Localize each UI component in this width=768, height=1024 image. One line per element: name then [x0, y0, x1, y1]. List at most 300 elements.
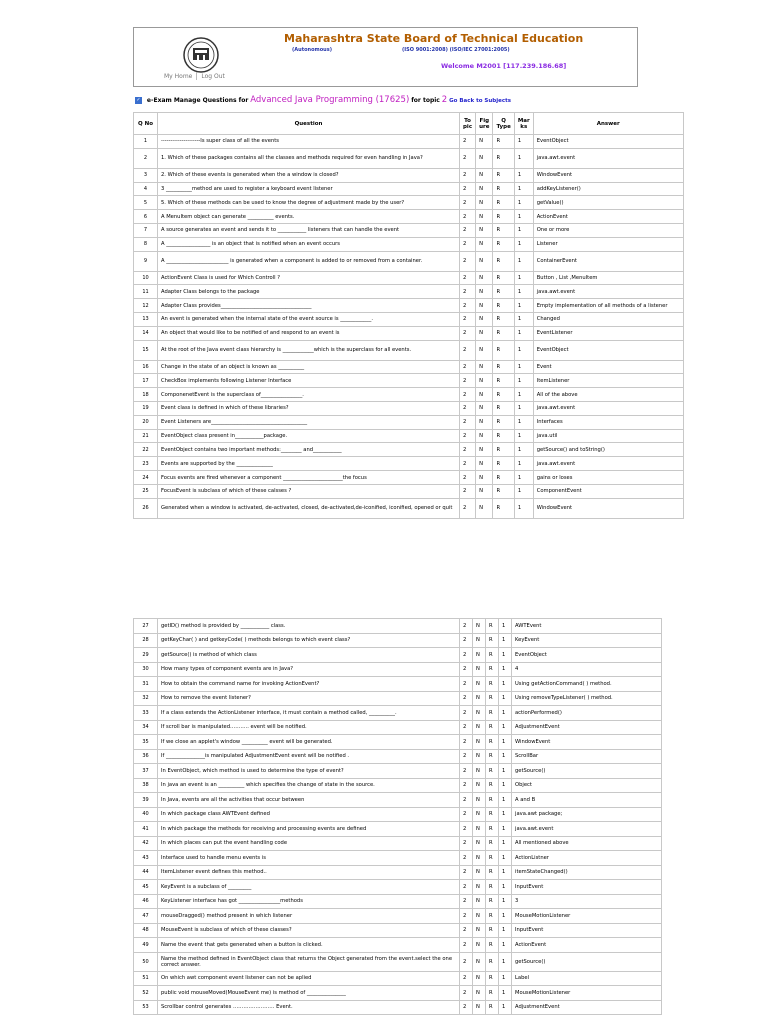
cell-answer: AdjustmentEvent	[512, 1000, 662, 1015]
cell-figure: N	[476, 388, 493, 402]
cell-marks: 1	[514, 182, 533, 196]
cell-answer: java.util	[533, 429, 683, 443]
cell-answer: InputEvent	[512, 880, 662, 895]
cell-answer: WindowEvent	[533, 498, 683, 518]
cell-qtype: R	[486, 986, 499, 1001]
cell-qtype: R	[493, 312, 514, 326]
cell-question: In EventObject, which method is used to determine the type of event?	[158, 764, 460, 779]
cell-question: In java an event is an __________ which specifies the change of state in the source.	[158, 778, 460, 793]
cell-qno: 23	[134, 457, 158, 471]
cell-answer: 4	[512, 662, 662, 677]
cell-answer: MouseMotionListener	[512, 986, 662, 1001]
cell-topic: 2	[460, 374, 476, 388]
cell-marks: 1	[499, 894, 512, 909]
cell-question: Adapter Class provides___________________________________	[158, 299, 460, 313]
cell-qtype: R	[486, 971, 499, 986]
cell-figure: N	[476, 360, 493, 374]
cell-answer: MouseMotionListener	[512, 909, 662, 924]
cell-topic: 2	[460, 285, 476, 299]
table-row	[134, 223, 684, 237]
cell-qno: 30	[134, 662, 158, 677]
cell-marks: 1	[499, 1000, 512, 1015]
cell-marks: 1	[514, 285, 533, 299]
cell-qtype: R	[493, 374, 514, 388]
cell-qtype: R	[493, 471, 514, 485]
cell-topic: 2	[460, 388, 476, 402]
cell-qno: 20	[134, 415, 158, 429]
cell-qno: 32	[134, 691, 158, 706]
topic-prefix: e-Exam Manage Questions for	[146, 97, 249, 104]
cell-topic: 2	[460, 778, 473, 793]
cell-question: FocusEvent is subclass of which of these calsses ?	[158, 484, 460, 498]
cell-marks: 1	[514, 168, 533, 182]
cell-topic: 2	[460, 251, 476, 271]
cell-qno: 3	[134, 168, 158, 182]
cell-qno: 24	[134, 471, 158, 485]
cell-question: In Java, events are all the activities that occur between	[158, 793, 460, 808]
cell-marks: 1	[514, 457, 533, 471]
cell-question: 5. Which of these methods can be used to know the degree of adjustment made by the user?	[158, 196, 460, 210]
cell-marks: 1	[499, 633, 512, 648]
cell-marks: 1	[514, 415, 533, 429]
cell-question: Name the method defined in EventObject class that returns the Object generated from the event.select the one correct answer.	[158, 952, 460, 971]
cell-answer: addKeyListener()	[533, 182, 683, 196]
table-row	[134, 401, 684, 415]
cell-answer: Empty implementation of all methods of a listener	[533, 299, 683, 313]
cell-qno: 37	[134, 764, 158, 779]
cell-qtype: R	[486, 648, 499, 663]
cell-marks: 1	[499, 851, 512, 866]
cell-qtype: R	[493, 210, 514, 224]
table-row	[134, 735, 662, 750]
cell-qtype: R	[493, 326, 514, 340]
cell-question: Interface used to handle menu events is	[158, 851, 460, 866]
cell-figure: N	[476, 443, 493, 457]
cell-topic: 2	[460, 971, 473, 986]
cell-topic: 2	[460, 415, 476, 429]
cell-answer: getSource() and toString()	[533, 443, 683, 457]
cell-answer: EventObject	[533, 340, 683, 360]
cell-qno: 16	[134, 360, 158, 374]
cell-answer: Button , List ,MenuItem	[533, 271, 683, 285]
table-row	[134, 633, 662, 648]
cell-question: Event class is defined in which of these libraries?	[158, 401, 460, 415]
autonomous-label: (Autonomous)	[292, 47, 332, 53]
cell-figure: N	[473, 648, 486, 663]
cell-figure: N	[473, 923, 486, 938]
cell-qno: 4	[134, 182, 158, 196]
table-row	[134, 312, 684, 326]
cell-answer: Using getActionCommand( ) method.	[512, 677, 662, 692]
table-row	[134, 720, 662, 735]
cell-qno: 43	[134, 851, 158, 866]
cell-question: 1. Which of these packages contains all the classes and methods required for even handling in Java?	[158, 148, 460, 168]
welcome-text: Welcome M2001 [117.239.186.68]	[441, 62, 567, 70]
cell-figure: N	[473, 778, 486, 793]
cell-answer: A and B	[512, 793, 662, 808]
cell-topic: 2	[460, 749, 473, 764]
cell-marks: 1	[514, 223, 533, 237]
cell-qtype: R	[486, 764, 499, 779]
cell-qtype: R	[493, 237, 514, 251]
table-row	[134, 415, 684, 429]
cell-qtype: R	[493, 223, 514, 237]
cell-qno: 19	[134, 401, 158, 415]
logout-link[interactable]: Log Out	[201, 72, 225, 80]
cell-qtype: R	[486, 836, 499, 851]
table-row	[134, 340, 684, 360]
table-row	[134, 251, 684, 271]
cell-answer: actionPerformed()	[512, 706, 662, 721]
cell-topic: 2	[460, 429, 476, 443]
cell-marks: 1	[499, 648, 512, 663]
cell-figure: N	[476, 148, 493, 168]
cell-marks: 1	[514, 196, 533, 210]
table-row	[134, 952, 662, 971]
cell-answer: AdjustmentEvent	[512, 720, 662, 735]
table-row	[134, 971, 662, 986]
cell-qtype: R	[493, 401, 514, 415]
cell-qno: 29	[134, 648, 158, 663]
cell-question: Name the event that gets generated when a button is clicked.	[158, 938, 460, 953]
table-row	[134, 807, 662, 822]
cell-qtype: R	[486, 865, 499, 880]
cell-topic: 2	[460, 271, 476, 285]
cell-marks: 1	[499, 691, 512, 706]
cell-question: 3 __________method are used to register a keyboard event listener	[158, 182, 460, 196]
cell-question: EventObject contains two important methods:________ and___________	[158, 443, 460, 457]
table-row	[134, 285, 684, 299]
cell-question: If _______________is manipulated AdjustmentEvent event will be notified .	[158, 749, 460, 764]
cell-answer: java.awt.event	[533, 285, 683, 299]
cell-qno: 25	[134, 484, 158, 498]
cell-topic: 2	[460, 340, 476, 360]
cell-qtype: R	[486, 880, 499, 895]
table-row	[134, 648, 662, 663]
table-row	[134, 836, 662, 851]
cell-figure: N	[473, 691, 486, 706]
cell-marks: 1	[514, 326, 533, 340]
cell-marks: 1	[499, 952, 512, 971]
cell-figure: N	[476, 182, 493, 196]
cell-qtype: R	[493, 271, 514, 285]
cell-figure: N	[473, 706, 486, 721]
cell-topic: 2	[460, 986, 473, 1001]
cell-qtype: R	[486, 691, 499, 706]
cell-qno: 28	[134, 633, 158, 648]
cell-marks: 1	[514, 471, 533, 485]
cell-answer: Listener	[533, 237, 683, 251]
cell-figure: N	[473, 822, 486, 837]
cell-qno: 41	[134, 822, 158, 837]
table-row	[134, 457, 684, 471]
table-row	[134, 894, 662, 909]
cell-figure: N	[476, 285, 493, 299]
cell-answer: getValue()	[533, 196, 683, 210]
cell-figure: N	[476, 429, 493, 443]
cell-topic: 2	[460, 706, 473, 721]
cell-figure: N	[473, 749, 486, 764]
cell-topic: 2	[460, 677, 473, 692]
table-row	[134, 135, 684, 149]
table-row	[134, 851, 662, 866]
table-row	[134, 326, 684, 340]
cell-answer: ActionListner	[512, 851, 662, 866]
cell-figure: N	[473, 836, 486, 851]
cell-topic: 2	[460, 457, 476, 471]
cell-qno: 18	[134, 388, 158, 402]
col-header-qtype: Q Type	[493, 113, 514, 135]
cell-figure: N	[473, 633, 486, 648]
cell-question: Adapter Class belongs to the package	[158, 285, 460, 299]
cell-figure: N	[476, 251, 493, 271]
cell-question: If scroll bar is manipulated……….. event will be notified.	[158, 720, 460, 735]
cell-marks: 1	[514, 135, 533, 149]
cell-topic: 2	[460, 326, 476, 340]
cell-topic: 2	[460, 807, 473, 822]
cell-answer: getSource()	[512, 764, 662, 779]
cell-marks: 1	[514, 429, 533, 443]
table-row	[134, 706, 662, 721]
cell-question: Change in the state of an object is known as __________	[158, 360, 460, 374]
cell-marks: 1	[499, 793, 512, 808]
cell-topic: 2	[460, 865, 473, 880]
cell-answer: WindowEvent	[512, 735, 662, 750]
table-row	[134, 749, 662, 764]
cell-qtype: R	[486, 851, 499, 866]
cell-qno: 49	[134, 938, 158, 953]
col-header-marks: Mar ks	[514, 113, 533, 135]
cell-qtype: R	[486, 706, 499, 721]
cell-figure: N	[476, 299, 493, 313]
cell-qtype: R	[493, 251, 514, 271]
cell-qno: 5	[134, 196, 158, 210]
cell-topic: 2	[460, 210, 476, 224]
cell-marks: 1	[499, 807, 512, 822]
cell-question: An object that would like to be notified of and respond to an event is	[158, 326, 460, 340]
cell-question: getID() method is provided by ___________ class.	[158, 619, 460, 634]
cell-figure: N	[473, 793, 486, 808]
cell-marks: 1	[499, 720, 512, 735]
table-header-row	[134, 113, 684, 135]
cell-answer: gains or loses	[533, 471, 683, 485]
cell-topic: 2	[460, 793, 473, 808]
cell-qtype: R	[493, 388, 514, 402]
table-row	[134, 662, 662, 677]
table-row	[134, 909, 662, 924]
cell-marks: 1	[514, 251, 533, 271]
cell-qtype: R	[486, 793, 499, 808]
cell-answer: ScrollBar	[512, 749, 662, 764]
cell-answer: EventObject	[533, 135, 683, 149]
cell-qtype: R	[493, 299, 514, 313]
cell-topic: 2	[460, 223, 476, 237]
cell-topic: 2	[460, 735, 473, 750]
cell-question: public void mouseMoved(MouseEvent me) is method of _______________	[158, 986, 460, 1001]
cell-qno: 34	[134, 720, 158, 735]
cell-figure: N	[473, 909, 486, 924]
cell-qno: 45	[134, 880, 158, 895]
cell-qtype: R	[493, 443, 514, 457]
cell-answer: java.awt.event	[533, 457, 683, 471]
cell-topic: 2	[460, 691, 473, 706]
cell-question: getKeyChar( ) and getkeyCode( ) methods belongs to which event class?	[158, 633, 460, 648]
cell-figure: N	[476, 210, 493, 224]
back-to-subjects-link[interactable]: Go Back to Subjects	[449, 98, 511, 104]
cell-topic: 2	[460, 633, 473, 648]
cell-qno: 13	[134, 312, 158, 326]
cell-answer: KeyEvent	[512, 633, 662, 648]
cell-topic: 2	[460, 648, 473, 663]
cell-marks: 1	[514, 360, 533, 374]
cell-figure: N	[476, 457, 493, 471]
cell-question: getSource() is method of which class	[158, 648, 460, 663]
table-row	[134, 691, 662, 706]
cell-topic: 2	[460, 401, 476, 415]
cell-figure: N	[476, 237, 493, 251]
cell-figure: N	[473, 971, 486, 986]
cell-qno: 38	[134, 778, 158, 793]
for-topic-label: for topic	[411, 97, 440, 104]
cell-qno: 2	[134, 148, 158, 168]
cell-qno: 22	[134, 443, 158, 457]
cell-answer: InputEvent	[512, 923, 662, 938]
table-row	[134, 471, 684, 485]
cell-answer: ItemListener	[533, 374, 683, 388]
subject-title: Advanced Java Programming (17625)	[250, 95, 410, 105]
org-title: Maharashtra State Board of Technical Education	[284, 32, 584, 45]
cell-question: In which package class AWTEvent defined	[158, 807, 460, 822]
cell-qno: 7	[134, 223, 158, 237]
cell-qno: 36	[134, 749, 158, 764]
cell-question: If a class extends the ActionListener interface, it must contain a method called, __________.	[158, 706, 460, 721]
cell-marks: 1	[514, 299, 533, 313]
cell-qno: 10	[134, 271, 158, 285]
cell-answer: All of the above	[533, 388, 683, 402]
cell-question: If we close an applet's window __________ event will be generated.	[158, 735, 460, 750]
cell-question: How to obtain the command name for invoking ActionEvent?	[158, 677, 460, 692]
cell-answer: AWTEvent	[512, 619, 662, 634]
cell-question: A MenuItem object can generate __________ events.	[158, 210, 460, 224]
cell-question: How many types of component events are in Java?	[158, 662, 460, 677]
table-row	[134, 677, 662, 692]
questions-table-2	[133, 618, 662, 1015]
my-home-link[interactable]: My Home	[164, 72, 193, 80]
cell-question: In which places can put the event handling code	[158, 836, 460, 851]
cell-qtype: R	[493, 484, 514, 498]
cell-figure: N	[473, 619, 486, 634]
cell-qtype: R	[486, 633, 499, 648]
cell-question: MouseEvent is subclass of which of these classes?	[158, 923, 460, 938]
cell-topic: 2	[460, 851, 473, 866]
cell-qno: 51	[134, 971, 158, 986]
cell-marks: 1	[514, 484, 533, 498]
cell-qtype: R	[486, 807, 499, 822]
table-row	[134, 764, 662, 779]
table-row	[134, 822, 662, 837]
cell-answer: ContainerEvent	[533, 251, 683, 271]
table-row	[134, 1000, 662, 1015]
cell-qtype: R	[486, 778, 499, 793]
cell-topic: 2	[460, 196, 476, 210]
cell-qno: 40	[134, 807, 158, 822]
cell-question: Event Listeners are_____________________________________	[158, 415, 460, 429]
cell-qtype: R	[486, 677, 499, 692]
table-row	[134, 360, 684, 374]
cell-topic: 2	[460, 237, 476, 251]
table-row	[134, 793, 662, 808]
table-row	[134, 148, 684, 168]
cell-marks: 1	[514, 388, 533, 402]
cell-marks: 1	[499, 662, 512, 677]
cell-qno: 42	[134, 836, 158, 851]
cell-qno: 52	[134, 986, 158, 1001]
cell-topic: 2	[460, 484, 476, 498]
table-row	[134, 498, 684, 518]
cell-marks: 1	[514, 498, 533, 518]
cell-marks: 1	[499, 923, 512, 938]
cell-answer: Using removeTypeListener( ) method.	[512, 691, 662, 706]
table-row	[134, 299, 684, 313]
cell-marks: 1	[499, 822, 512, 837]
cell-question: 2. Which of these events is generated when the a window is closed?	[158, 168, 460, 182]
cell-qtype: R	[493, 182, 514, 196]
cell-marks: 1	[514, 271, 533, 285]
cell-topic: 2	[460, 720, 473, 735]
cell-figure: N	[473, 764, 486, 779]
cell-answer: ActionEvent	[533, 210, 683, 224]
cell-question: ItemListener event defines this method..	[158, 865, 460, 880]
cell-qno: 11	[134, 285, 158, 299]
cell-qtype: R	[493, 135, 514, 149]
cell-marks: 1	[514, 374, 533, 388]
cell-qtype: R	[493, 498, 514, 518]
cell-qno: 47	[134, 909, 158, 924]
cell-qno: 6	[134, 210, 158, 224]
iso-label: (ISO 9001:2008) (ISO/IEC 27001:2005)	[402, 47, 510, 53]
cell-figure: N	[473, 720, 486, 735]
cell-question: A ________________________ is generated when a component is added to or removed from a container.	[158, 251, 460, 271]
topic-number: 2	[441, 95, 448, 105]
cell-marks: 1	[499, 778, 512, 793]
cell-qno: 1	[134, 135, 158, 149]
table-row	[134, 237, 684, 251]
cell-answer: Event	[533, 360, 683, 374]
cell-figure: N	[473, 938, 486, 953]
cell-figure: N	[473, 952, 486, 971]
cell-figure: N	[473, 894, 486, 909]
cell-marks: 1	[499, 909, 512, 924]
cell-figure: N	[476, 168, 493, 182]
cell-figure: N	[476, 223, 493, 237]
cell-qno: 33	[134, 706, 158, 721]
cell-question: ActionEvent Class is used for Which Controll ?	[158, 271, 460, 285]
cell-answer: All mentioned above	[512, 836, 662, 851]
cell-topic: 2	[460, 909, 473, 924]
table-row	[134, 429, 684, 443]
cell-topic: 2	[460, 135, 476, 149]
cell-marks: 1	[499, 986, 512, 1001]
checkbox-icon: ✓	[136, 97, 141, 103]
table-row	[134, 374, 684, 388]
cell-marks: 1	[499, 971, 512, 986]
cell-qno: 50	[134, 952, 158, 971]
cell-answer: java.awt package;	[512, 807, 662, 822]
cell-question: KeyListener interface has got ________________methods	[158, 894, 460, 909]
cell-answer: EventListener	[533, 326, 683, 340]
cell-topic: 2	[460, 938, 473, 953]
top-nav	[160, 72, 229, 80]
